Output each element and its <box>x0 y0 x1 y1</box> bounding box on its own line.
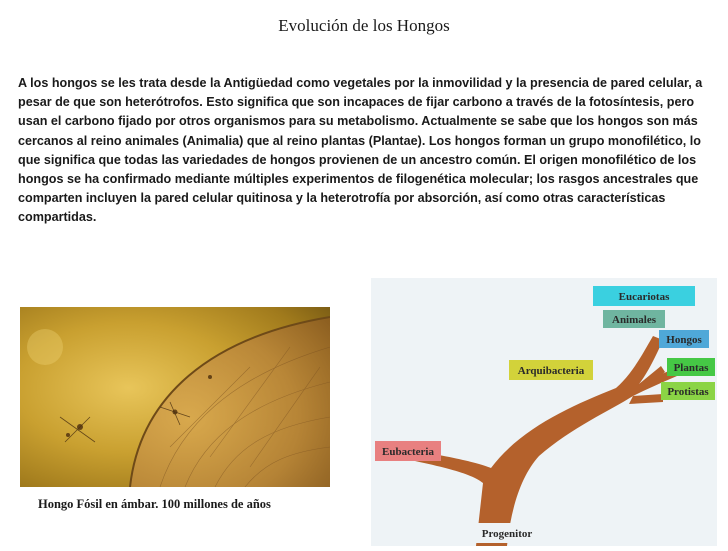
label-animales <box>603 310 665 328</box>
label-progenitor-text: Progenitor <box>481 528 533 540</box>
label-plantas <box>667 358 715 376</box>
label-progenitor <box>471 523 543 543</box>
phylogenetic-tree-diagram <box>371 278 717 546</box>
label-plantas-text: Plantas <box>673 362 709 374</box>
label-arquibacteria-text: Arquibacteria <box>517 365 585 377</box>
slide-title: Evolución de los Hongos <box>278 16 450 35</box>
label-eucariotas <box>593 286 695 306</box>
fossil-amber-image <box>20 307 330 487</box>
label-protistas-text: Protistas <box>667 386 709 398</box>
label-eubacteria-text: Eubacteria <box>382 446 434 458</box>
label-animales-text: Animales <box>612 314 656 326</box>
label-arquibacteria <box>509 360 593 380</box>
label-hongos-text: Hongos <box>666 334 702 346</box>
label-eubacteria <box>375 441 441 461</box>
label-protistas <box>661 382 715 400</box>
label-eucariotas-text: Eucariotas <box>618 291 670 303</box>
body-paragraph: A los hongos se les trata desde la Antigüedad como vegetales por la inmovilidad y la presencia de pared celular, a pesar de que son heterótrofos. Esto significa que son incapaces de fijar carbono a través de la fotosíntesis, pero usan el carbono fijado por otros organismos para su metabolismo. Actualmente se sabe que los hongos son más cercanos al reino animales (Animalia) que al reino plantas (Plantae). Los hongos forman un grupo monofilético, lo que significa que todas las variedades de hongos provienen de un ancestro común. El origen monofilético de los hongos se ha confirmado mediante múltiples experimentos de filogenética molecular; los rasgos ancestrales que comparten incluyen la pared celular quitinosa y la heterotrofía por absorción, así como otras características compartidas. <box>18 76 703 225</box>
label-hongos <box>659 330 709 348</box>
image-caption: Hongo Fósil en ámbar. 100 millones de años <box>38 497 271 511</box>
